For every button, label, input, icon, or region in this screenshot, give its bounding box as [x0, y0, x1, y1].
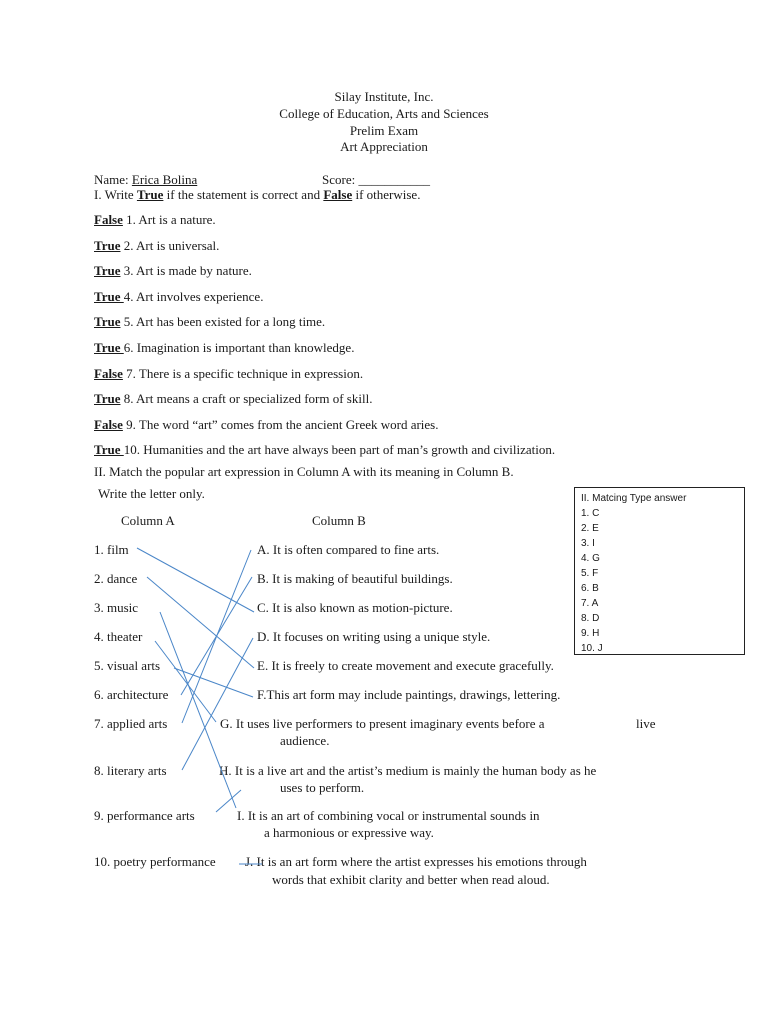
name-value: Erica Bolina [131, 172, 198, 187]
institute-name: Silay Institute, Inc. [334, 89, 434, 104]
instr-false-word: False [323, 187, 353, 202]
score-row [322, 172, 430, 188]
column-b-item-h-cont: uses to perform. [280, 780, 365, 795]
tf-answer: True [94, 391, 121, 406]
match-line-architecture [181, 577, 252, 695]
column-b-item-g: G. It uses live performers to present imaginary events before a [220, 716, 545, 731]
tf-item-5 [94, 314, 325, 330]
match-line-literary [182, 638, 253, 770]
answer-box [574, 487, 745, 655]
name-label: Name: [94, 172, 129, 187]
column-b-item-g-cont: audience. [280, 733, 330, 748]
column-a-item-4: 4. theater [94, 629, 143, 644]
answer-box-title: II. Matcing Type answer [581, 493, 687, 504]
column-b-item-c: C. It is also known as motion-picture. [257, 600, 453, 615]
tf-answer: False [94, 212, 123, 227]
answer-item-10: 10. J [581, 643, 603, 654]
column-a-item-5: 5. visual arts [94, 658, 161, 673]
college-name: College of Education, Arts and Sciences [279, 106, 489, 121]
column-a-item-10: 10. poetry performance [94, 854, 216, 869]
tf-answer: False [94, 366, 123, 381]
tf-statement: 8. Art means a craft or specialized form of skill. [120, 391, 373, 406]
column-a-item-7: 7. applied arts [94, 716, 168, 731]
tf-statement: 5. Art has been existed for a long time. [120, 314, 326, 329]
tf-statement: 2. Art is universal. [120, 238, 220, 253]
answer-item-3: 3. I [581, 538, 595, 549]
column-b-item-i: I. It is an art of combining vocal or instrumental sounds in [237, 808, 540, 823]
answer-item-7: 7. A [581, 598, 599, 609]
column-a-item-2: 2. dance [94, 571, 138, 586]
tf-statement: 6. Imagination is important than knowledge. [123, 340, 355, 355]
tf-statement: 9. The word “art” comes from the ancient Greek word aries. [122, 417, 439, 432]
tf-statement: 4. Art involves experience. [123, 289, 264, 304]
tf-answer: True [94, 289, 124, 304]
tf-item-7 [94, 366, 363, 382]
column-b-item-h: H. It is a live art and the artist’s medium is mainly the human body as he [219, 763, 597, 778]
tf-statement: 3. Art is made by nature. [120, 263, 252, 278]
answer-item-8: 8. D [581, 613, 600, 624]
column-b-item-b: B. It is making of beautiful buildings. [257, 571, 453, 586]
column-b-header: Column B [312, 513, 366, 528]
instr-true-word: True [136, 187, 164, 202]
part2-instructions-2: Write the letter only. [98, 486, 205, 501]
match-line-applied [182, 550, 251, 723]
tf-item-2 [94, 238, 219, 254]
column-a-item-1: 1. film [94, 542, 129, 557]
column-b-item-a: A. It is often compared to fine arts. [257, 542, 440, 557]
subject-title: Art Appreciation [340, 139, 428, 154]
tf-answer: True [94, 314, 121, 329]
exam-title: Prelim Exam [349, 123, 419, 138]
score-value: ___________ [358, 172, 430, 187]
tf-item-8 [94, 391, 372, 407]
answer-item-5: 5. F [581, 568, 599, 579]
tf-item-3 [94, 263, 252, 279]
column-b-item-d: D. It focuses on writing using a unique style. [257, 629, 491, 644]
tf-statement: 10. Humanities and the art have always been part of man’s growth and civilization. [123, 442, 556, 457]
answer-item-9: 9. H [581, 628, 600, 639]
column-b-item-g-live: live [636, 716, 656, 731]
instr-text-a: I. Write [94, 187, 137, 202]
tf-item-4 [94, 289, 263, 305]
tf-item-10 [94, 442, 555, 458]
instr-text-b: if the statement is correct and [163, 187, 324, 202]
score-label: Score: [322, 172, 356, 187]
tf-answer: True [94, 340, 124, 355]
match-line-theater [155, 641, 216, 722]
column-a-header: Column A [121, 513, 175, 528]
tf-answer: True [94, 442, 124, 457]
column-b-item-j: J. It is an art form where the artist expresses his emotions through [245, 854, 587, 869]
tf-answer: True [94, 238, 121, 253]
instr-text-c: if otherwise. [352, 187, 421, 202]
tf-item-1 [94, 212, 216, 228]
answer-item-2: 2. E [581, 523, 599, 534]
tf-statement: 1. Art is a nature. [122, 212, 216, 227]
column-a-item-9: 9. performance arts [94, 808, 195, 823]
column-a-item-3: 3. music [94, 600, 139, 615]
tf-statement: 7. There is a specific technique in expression. [122, 366, 364, 381]
column-a-item-8: 8. literary arts [94, 763, 167, 778]
part2-instructions: II. Match the popular art expression in Column A with its meaning in Column B. [94, 464, 514, 479]
column-b-item-f: F.This art form may include paintings, drawings, lettering. [257, 687, 561, 702]
column-b-item-j-cont: words that exhibit clarity and better when read aloud. [272, 872, 550, 887]
match-line-film [137, 548, 254, 612]
column-a-item-6: 6. architecture [94, 687, 169, 702]
column-b-item-e: E. It is freely to create movement and execute gracefully. [257, 658, 554, 673]
part1-instructions [94, 187, 420, 203]
answer-item-1: 1. C [581, 508, 600, 519]
column-b-item-i-cont: a harmonious or expressive way. [264, 825, 434, 840]
match-line-dance [147, 577, 254, 668]
tf-item-6 [94, 340, 354, 356]
tf-item-9 [94, 417, 439, 433]
answer-item-6: 6. B [581, 583, 599, 594]
student-name-row [94, 172, 197, 188]
tf-answer: True [94, 263, 121, 278]
match-line-visual [174, 668, 253, 697]
tf-answer: False [94, 417, 123, 432]
answer-item-4: 4. G [581, 553, 600, 564]
